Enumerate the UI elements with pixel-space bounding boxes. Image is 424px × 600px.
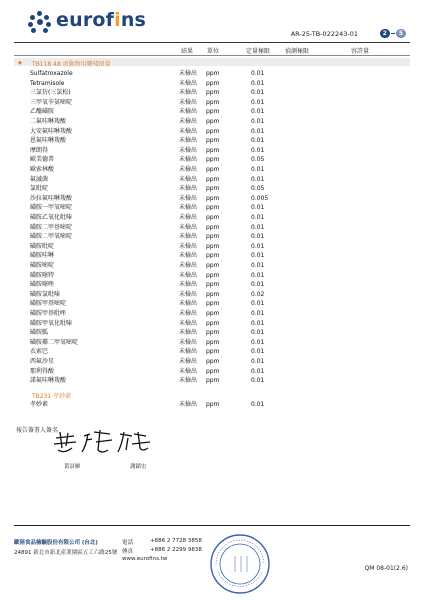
analyte-name: 磺胺甲氧化吡嗪 (30, 319, 73, 327)
table-row (0, 88, 424, 98)
unit-value: ppm (206, 137, 220, 145)
footer-address: 24891 新北市新北產業園區五工六路25號 (14, 550, 118, 556)
page-total: 5 (396, 29, 406, 38)
unit-value: ppm (206, 377, 220, 385)
footer-fax: +886 2 2299 9838 (150, 547, 202, 553)
logo-dots-icon (28, 11, 52, 33)
analyte-name: 歐美德普 (30, 156, 55, 164)
analyte-name: 西氟沙星 (30, 358, 55, 365)
unit-value: ppm (206, 79, 220, 87)
analyte-name: 磺胺噻特 (30, 271, 55, 279)
unit-value: ppm (206, 290, 220, 298)
table-row (0, 223, 424, 233)
analyte-name: 磺胺吡啶 (30, 242, 55, 250)
analyte-name: Sulfatroxazole (30, 70, 73, 77)
result-value: 未檢出 (179, 146, 198, 154)
analyte-name: 磺胺二甲氧嘧啶 (30, 233, 73, 241)
result-value: 未檢出 (179, 70, 198, 77)
unit-value: ppm (206, 242, 220, 250)
loq-value: 0.02 (251, 290, 265, 298)
footer-tel-label: 電話 (122, 540, 134, 546)
result-value: 未檢出 (179, 223, 198, 231)
loq-value: 0.01 (251, 137, 265, 145)
col-loq: 定量極限 (246, 48, 271, 55)
loq-value: 0.01 (251, 271, 265, 279)
analyte-name: 衣索巴 (30, 348, 49, 356)
loq-value: 0.005 (251, 194, 269, 202)
loq-value: 0.01 (251, 223, 265, 231)
loq-value: 0.01 (251, 204, 265, 212)
table-row (0, 165, 424, 175)
result-value: 未檢出 (179, 214, 198, 221)
unit-value: ppm (206, 223, 220, 231)
table-row (0, 376, 424, 386)
col-lod: 偵測極限 (285, 48, 310, 55)
loq-value: 0.01 (251, 175, 265, 183)
loq-value: 0.01 (251, 348, 265, 356)
unit-value: ppm (206, 252, 220, 260)
result-value: 未檢出 (179, 79, 198, 87)
unit-value: ppm (206, 194, 220, 202)
result-value: 未檢出 (179, 358, 198, 365)
handwritten-signature (48, 428, 158, 458)
loq-value: 0.01 (251, 214, 265, 221)
unit-value: ppm (206, 108, 220, 116)
loq-value: 0.01 (251, 252, 265, 260)
analyte-name: 磺胺哇啉 (30, 252, 55, 260)
footer-tel: +886 2 7728 3858 (150, 538, 202, 544)
loq-value: 0.01 (251, 329, 265, 337)
page-indicator (380, 28, 406, 38)
table-row (0, 319, 424, 329)
unit-value: ppm (206, 98, 220, 106)
col-unit: 單位 (207, 48, 220, 55)
unit-value: ppm (206, 233, 220, 241)
unit-value: ppm (206, 185, 220, 193)
table-row (0, 136, 424, 146)
unit-value: ppm (206, 89, 220, 97)
table-row (0, 146, 424, 156)
analyte-name: 歐索林酸 (30, 166, 55, 173)
table-row (0, 338, 424, 348)
analyte-name: 磺胺二甲基嘧啶 (30, 223, 73, 231)
result-value: 未檢出 (179, 185, 198, 193)
result-value: 未檢出 (179, 175, 198, 183)
analyte-name: 磺胺噻唑 (30, 281, 55, 289)
analyte-name: 孝妙素 (30, 401, 49, 408)
table-row (0, 299, 424, 309)
loq-value: 0.01 (251, 118, 265, 125)
result-value: 未檢出 (179, 242, 198, 250)
analyte-name: Tetramisole (30, 79, 65, 87)
table-row (0, 400, 424, 410)
unit-value: ppm (206, 319, 220, 327)
brand-name: eurofins (56, 9, 147, 31)
signer-name-2: 謝鎮宏 (130, 464, 147, 470)
table-row (0, 242, 424, 252)
unit-value: ppm (206, 166, 220, 173)
unit-value: ppm (206, 329, 220, 337)
unit-value: ppm (206, 70, 220, 77)
footer-rule (14, 525, 410, 526)
analyte-name: 磺胺乙氧化吡嗪 (30, 214, 73, 221)
analyte-name: 那利得酸 (30, 367, 55, 375)
eurofins-logo (28, 10, 168, 34)
column-rule (14, 55, 410, 56)
table-row (0, 367, 424, 377)
unit-value: ppm (206, 300, 220, 308)
result-value: 未檢出 (179, 127, 198, 135)
analyte-name: 大安氟哇啉羧酸 (30, 127, 73, 135)
loq-value: 0.01 (251, 79, 265, 87)
loq-value: 0.01 (251, 166, 265, 173)
analyte-name: 三氯仿(三氯松) (30, 89, 71, 97)
result-value: 未檢出 (179, 281, 198, 289)
loq-value: 0.01 (251, 262, 265, 269)
result-value: 未檢出 (179, 367, 198, 375)
analyte-name: 三甲氧苄氨嘧啶 (30, 98, 73, 106)
table-row (0, 232, 424, 242)
page-separator (391, 33, 395, 34)
table-row (0, 271, 424, 281)
unit-value: ppm (206, 156, 220, 164)
result-value: 未檢出 (179, 300, 198, 308)
result-value: 未檢出 (179, 156, 198, 164)
analyte-name: 沙拉氟哇啉羧酸 (30, 194, 73, 202)
analyte-name: 磺胺胍 (30, 329, 49, 337)
table-row (0, 194, 424, 204)
table-row (0, 107, 424, 117)
unit-value: ppm (206, 146, 220, 154)
footer-web[interactable]: www.eurofins.tw (122, 556, 168, 562)
loq-value: 0.01 (251, 401, 265, 408)
result-value: 未檢出 (179, 89, 198, 97)
analyte-name: 二氟哇啉羧酸 (30, 118, 67, 125)
result-value: 未檢出 (179, 233, 198, 241)
loq-value: 0.01 (251, 281, 265, 289)
analyte-name: 恩氟哇啉羧酸 (30, 137, 67, 145)
unit-value: ppm (206, 338, 220, 346)
loq-value: 0.01 (251, 108, 265, 116)
result-value: 未檢出 (179, 271, 198, 279)
header-rule (14, 42, 410, 43)
table-row (0, 175, 424, 185)
unit-value: ppm (206, 127, 220, 135)
page-current: 2 (380, 29, 390, 38)
analyte-name: 磺胺甲基吡唑 (30, 310, 67, 317)
unit-value: ppm (206, 204, 220, 212)
unit-value: ppm (206, 118, 220, 125)
table-row (0, 251, 424, 261)
loq-value: 0.01 (251, 127, 265, 135)
col-result: 結果 (181, 48, 194, 55)
unit-value: ppm (206, 358, 220, 365)
result-value: 未檢出 (179, 348, 198, 356)
result-value: 未檢出 (179, 204, 198, 212)
analyte-name: 氯吡啶 (30, 185, 49, 193)
result-value: 未檢出 (179, 166, 198, 173)
unit-value: ppm (206, 271, 220, 279)
loq-value: 0.01 (251, 377, 265, 385)
signer-name-1: 黃詩雁 (64, 464, 81, 470)
table-row (0, 184, 424, 194)
table-row (0, 309, 424, 319)
loq-value: 0.01 (251, 242, 265, 250)
loq-value: 0.01 (251, 89, 265, 97)
result-value: 未檢出 (179, 262, 198, 269)
result-value: 未檢出 (179, 319, 198, 327)
loq-value: 0.01 (251, 70, 265, 77)
table-row (0, 357, 424, 367)
loq-value: 0.01 (251, 319, 265, 327)
unit-value: ppm (206, 214, 220, 221)
footer-fax-label: 傳真 (122, 549, 134, 555)
result-value: 未檢出 (179, 401, 198, 408)
loq-value: 0.01 (251, 358, 265, 365)
loq-value: 0.05 (251, 185, 265, 193)
loq-value: 0.01 (251, 338, 265, 346)
result-value: 未檢出 (179, 252, 198, 260)
result-value: 未檢出 (179, 108, 198, 116)
table-row (0, 347, 424, 357)
table-row (0, 69, 424, 79)
loq-value: 0.01 (251, 310, 265, 317)
analyte-name: 磺胺甲基嘧啶 (30, 300, 67, 308)
table-row (0, 280, 424, 290)
table-row (0, 117, 424, 127)
unit-value: ppm (206, 401, 220, 408)
result-value: 未檢出 (179, 98, 198, 106)
analyte-name: 摩朗得 (30, 146, 49, 154)
unit-value: ppm (206, 281, 220, 289)
analyte-name: 磺胺一甲氧嘧啶 (30, 204, 73, 212)
loq-value: 0.05 (251, 156, 265, 164)
result-value: 未檢出 (179, 329, 198, 337)
table-row (0, 203, 424, 213)
table-row (0, 261, 424, 271)
report-number: AR-25-TB-022243-01 (290, 30, 358, 38)
section-title: TB118 48 項動物用藥殘留量 (32, 61, 111, 68)
loq-value: 0.01 (251, 300, 265, 308)
result-value: 未檢出 (179, 194, 198, 202)
unit-value: ppm (206, 262, 220, 269)
result-value: 未檢出 (179, 118, 198, 125)
unit-value: ppm (206, 310, 220, 317)
analyte-name: 磺胺氯吡嗪 (30, 290, 61, 298)
analyte-name: 磺胺鄰二甲氧嘧啶 (30, 338, 79, 346)
analyte-name: 諾氟哇啉羧酸 (30, 377, 67, 385)
table-row (0, 155, 424, 165)
analyte-name: 磺胺嘧啶 (30, 262, 55, 269)
result-value: 未檢出 (179, 310, 198, 317)
loq-value: 0.01 (251, 233, 265, 241)
table-row (0, 127, 424, 137)
unit-value: ppm (206, 367, 220, 375)
company-seal-stamp (208, 532, 272, 596)
table-row (0, 213, 424, 223)
unit-value: ppm (206, 348, 220, 356)
form-number: QM 08-01(2.6) (364, 565, 408, 572)
analyte-name: 乙醯磺胺 (30, 108, 55, 116)
section-bullet-icon: ◆ (18, 60, 22, 66)
table-row (0, 79, 424, 89)
loq-value: 0.01 (251, 367, 265, 375)
table-row (0, 98, 424, 108)
analyte-name: 氟滅菌 (30, 175, 49, 183)
footer-company: 歐陸食品檢驗股份有限公司 (台北) (14, 540, 98, 546)
col-limit: 容許量 (351, 48, 370, 55)
loq-value: 0.01 (251, 98, 265, 106)
table-row (0, 290, 424, 300)
signature-label: 報告簽署人簽名 (16, 427, 59, 434)
result-value: 未檢出 (179, 137, 198, 145)
result-value: 未檢出 (179, 338, 198, 346)
unit-value: ppm (206, 175, 220, 183)
result-value: 未檢出 (179, 377, 198, 385)
result-value: 未檢出 (179, 290, 198, 298)
section-title-2: TB231 孝妙素 (32, 393, 72, 400)
table-row (0, 328, 424, 338)
loq-value: 0.01 (251, 146, 265, 154)
